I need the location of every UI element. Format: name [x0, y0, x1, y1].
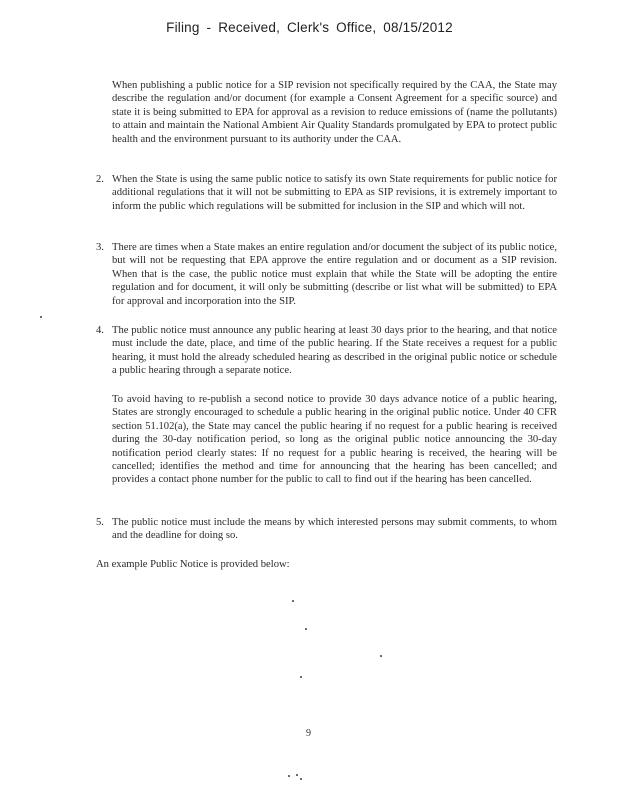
- closing-line: An example Public Notice is provided below:: [96, 559, 290, 570]
- list-item-text: When the State is using the same public notice to satisfy its own State requirements for public notice for additional regulations that it will not be submitting to EPA as SIP revisions, it is extremely important to inform the public which regulations will be submitted for inclusion in the SIP and which will not.: [112, 174, 557, 212]
- scan-speck: [40, 316, 42, 318]
- filing-stamp: Filing - Received, Clerk's Office, 08/15/2012: [166, 20, 453, 35]
- scan-speck: [380, 655, 382, 657]
- item4-continuation: To avoid having to re-publish a second notice to provide 30 days advance notice of a public hearing, States are strongly encouraged to schedule a public hearing in the original public notice. Under 40 CFR section 51.102(a), the State may cancel the public hearing if no request for a public hearing is received during the 30-day notification period, so long as the original public notice announcing the 30-day notification period clearly states: If no request for a public hearing is received, the hearing will be cancelled; identifies the method and time for announcing that the hearing has been cancelled; and provides a contact phone number for the public to call to find out if the hearing has been cancelled.: [112, 394, 557, 486]
- list-item-text: The public notice must include the means by which interested persons may submit comments, to whom and the deadline for doing so.: [112, 517, 557, 542]
- list-item-text: The public notice must announce any public hearing at least 30 days prior to the hearing, and that notice must include the date, place, and time of the public hearing. If the State receives a request for a public hearing, it must hold the already scheduled hearing as described in the original public notice or schedule a public hearing through a separate notice.: [112, 325, 557, 377]
- scan-speck: [292, 600, 294, 602]
- scan-speck: [300, 676, 302, 678]
- scan-speck: [305, 628, 307, 630]
- scan-speck: [300, 778, 302, 780]
- item-number: 5.: [96, 517, 104, 528]
- list-item-text: There are times when a State makes an entire regulation and/or document the subject of its public notice, but will not be requesting that EPA approve the entire regulation and or document as a SIP revision. When that is the case, the public notice must explain that while the State will be adopting the entire regulation and for document, it will only be submitting (describe or list what will be submitted) to EPA for approval and incorporation into the SIP.: [112, 242, 557, 307]
- item-number: 4.: [96, 325, 104, 336]
- page-number: 9: [306, 728, 311, 739]
- intro-paragraph: When publishing a public notice for a SIP revision not specifically required by the CAA, the State may describe the regulation and/or document (for example a Consent Agreement for a specific source) and state it is being submitted to EPA for approval as a revision to reduce emissions of (name the pollutants) to attain and maintain the National Ambient Air Quality Standards promulgated by EPA to protect public health and the environment pursuant to its authority under the CAA.: [112, 80, 557, 145]
- item-number: 2.: [96, 174, 104, 185]
- item-number: 3.: [96, 242, 104, 253]
- scan-speck: [288, 775, 290, 777]
- scan-speck: [296, 774, 298, 776]
